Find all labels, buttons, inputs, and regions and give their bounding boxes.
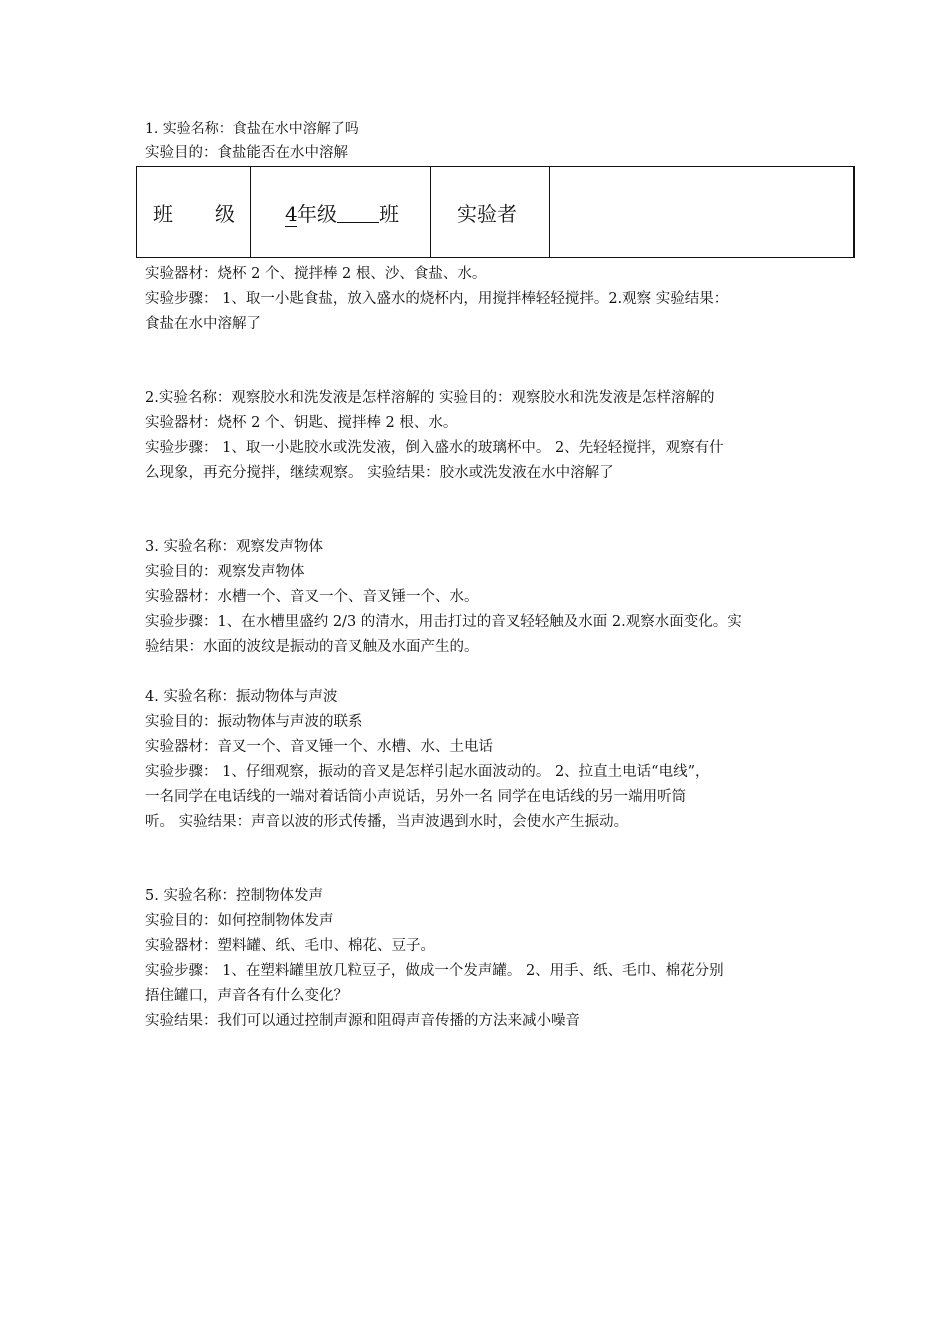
s4-line6: 听。 实验结果：声音以波的形式传播，当声波遇到水时，会使水产生振动。 bbox=[145, 814, 629, 830]
s5-line2: 实验目的：如何控制物体发声 bbox=[145, 913, 334, 929]
s2-line2: 实验器材：烧杯 2 个、钥匙、搅拌棒 2 根、水。 bbox=[145, 415, 458, 431]
grade-cell bbox=[251, 167, 431, 258]
s1-title: 1. 实验名称：食盐在水中溶解了吗 bbox=[145, 121, 359, 137]
experimenter-value-cell bbox=[550, 167, 854, 258]
s1-purpose: 实验目的：食盐能否在水中溶解 bbox=[145, 145, 348, 161]
s4-line5: 一名同学在电话线的一端对着话筒小声说话，另外一名 同学在电话线的另一端用听筒 bbox=[145, 789, 687, 805]
experimenter-label-cell bbox=[431, 167, 550, 258]
s5-line3: 实验器材：塑料罐、纸、毛巾、棉花、豆子。 bbox=[145, 938, 435, 954]
s4-line3: 实验器材：音叉一个、音叉锤一个、水槽、水、土电话 bbox=[145, 739, 493, 755]
class-info-table bbox=[136, 166, 855, 258]
s3-line5: 验结果：水面的波纹是振动的音叉触及水面产生的。 bbox=[145, 639, 479, 655]
s2-line4: 么现象，再充分搅拌，继续观察。 实验结果：胶水或洗发液在水中溶解了 bbox=[145, 465, 614, 481]
class-suffix: 班 bbox=[379, 201, 399, 226]
s5-line6: 实验结果：我们可以通过控制声源和阻碍声音传播的方法来减小噪音 bbox=[145, 1013, 580, 1029]
s1-steps-line2: 食盐在水中溶解了 bbox=[145, 316, 261, 332]
experimenter-label: 实验者 bbox=[457, 201, 517, 226]
grade-number: 4 bbox=[285, 201, 298, 226]
s3-line1: 3. 实验名称：观察发声物体 bbox=[145, 539, 323, 555]
s4-line4: 实验步骤： 1、仔细观察，振动的音叉是怎样引起水面波动的。 2、拉直土电话“电线”， bbox=[145, 764, 710, 780]
s5-line1: 5. 实验名称：控制物体发声 bbox=[145, 888, 323, 904]
s2-line3: 实验步骤： 1、取一小匙胶水或洗发液，倒入盛水的玻璃杯中。 2、先轻轻搅拌，观察有什 bbox=[145, 440, 724, 456]
s3-line2: 实验目的：观察发声物体 bbox=[145, 564, 305, 580]
s5-line4: 实验步骤： 1、在塑料罐里放几粒豆子，做成一个发声罐。 2、用手、纸、毛巾、棉花分别 bbox=[145, 963, 724, 979]
s4-line2: 实验目的：振动物体与声波的联系 bbox=[145, 714, 363, 730]
class-label-cell bbox=[137, 167, 251, 258]
class-number-blank bbox=[337, 204, 379, 223]
class-label-a: 班 bbox=[153, 201, 175, 226]
s3-line4: 实验步骤：1、在水槽里盛约 2/3 的清水，用击打过的音叉轻轻触及水面 2.观察水面变化。实 bbox=[145, 614, 742, 630]
grade-text: 年级 bbox=[297, 201, 337, 226]
s1-materials: 实验器材：烧杯 2 个、搅拌棒 2 根、沙、食盐、水。 bbox=[145, 266, 487, 282]
s4-line1: 4. 实验名称：振动物体与声波 bbox=[145, 689, 338, 705]
s5-line5: 捂住罐口，声音各有什么变化？ bbox=[145, 988, 348, 1004]
s1-steps-line1: 实验步骤： 1、取一小匙食盐，放入盛水的烧杯内，用搅拌棒轻轻搅拌。2.观察 实验结果： bbox=[145, 291, 729, 307]
s3-line3: 实验器材：水槽一个、音叉一个、音叉锤一个、水。 bbox=[145, 589, 479, 605]
class-label-b: 级 bbox=[215, 201, 237, 226]
s2-line1: 2.实验名称：观察胶水和洗发液是怎样溶解的 实验目的：观察胶水和洗发液是怎样溶解的 bbox=[145, 390, 715, 406]
